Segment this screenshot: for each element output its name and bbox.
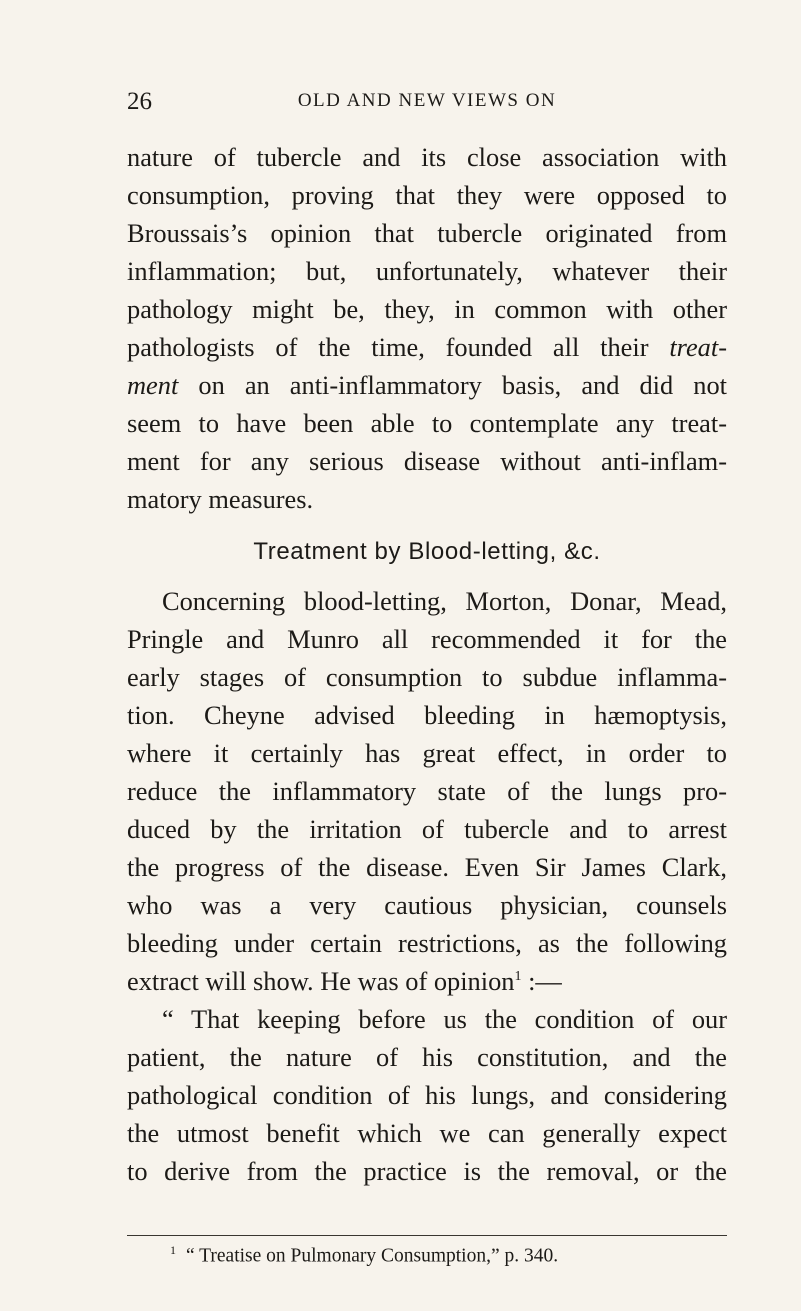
text-segment: extract will show. He was of opinion: [127, 966, 515, 996]
text-line: duced by the irritation of tubercle and to arrest: [127, 814, 727, 844]
text-segment: on an anti-inflammatory basis, and did not: [178, 370, 727, 400]
text-line: pathology might be, they, in common with other: [127, 294, 727, 324]
footnote-text: “ Treatise on Pulmonary Consumption,” p. 340.: [186, 1245, 559, 1267]
text-line: the progress of the disease. Even Sir James Clark,: [127, 852, 727, 882]
footnote-mark: 1: [170, 1243, 176, 1257]
text-segment: :—: [521, 966, 562, 996]
page-number: 26: [127, 88, 152, 115]
page-header: [127, 88, 727, 118]
text-line: early stages of consumption to subdue inflamma-: [127, 662, 727, 692]
text-line: where it certainly has great effect, in order to: [127, 738, 727, 768]
text-line: Concerning blood-letting, Morton, Donar, Mead,: [162, 586, 727, 616]
italic-word: treat-: [669, 332, 727, 362]
text-line: tion. Cheyne advised bleeding in hæmoptysis,: [127, 700, 727, 730]
footnote-rule: [127, 1235, 727, 1236]
text-line: Broussais’s opinion that tubercle originated from: [127, 218, 727, 248]
text-line: nature of tubercle and its close association with: [127, 142, 727, 172]
body-text: [127, 138, 727, 1190]
text-line: bleeding under certain restrictions, as the following: [127, 928, 727, 958]
text-line: the utmost benefit which we can generally expect: [127, 1118, 727, 1148]
text-line: pathological condition of his lungs, and considering: [127, 1080, 727, 1110]
footnote: [170, 1243, 730, 1268]
text-line: consumption, proving that they were opposed to: [127, 180, 727, 210]
running-head: OLD AND NEW VIEWS ON: [297, 90, 557, 111]
text-line: “ That keeping before us the condition of our: [162, 1004, 727, 1034]
italic-word: ment: [127, 370, 179, 400]
text-line: [127, 962, 727, 1000]
text-line: inflammation; but, unfortunately, whatever their: [127, 256, 727, 286]
text-line: [127, 328, 727, 366]
text-line: reduce the inflammatory state of the lungs pro-: [127, 776, 727, 806]
text-line: matory measures.: [127, 484, 314, 514]
text-segment: pathologists of the time, founded all their: [127, 332, 670, 362]
text-line: [127, 366, 727, 404]
text-line: to derive from the practice is the removal, or the: [127, 1156, 727, 1186]
section-heading: Treatment by Blood-letting, &c.: [253, 538, 601, 565]
text-line: Pringle and Munro all recommended it for the: [127, 624, 727, 654]
text-line: ment for any serious disease without anti-inflam-: [127, 446, 727, 476]
text-line: seem to have been able to contemplate any treat-: [127, 408, 727, 438]
text-line: patient, the nature of his constitution, and the: [127, 1042, 727, 1072]
footnote-reference: 1: [514, 969, 522, 985]
text-line: who was a very cautious physician, counsels: [127, 890, 727, 920]
